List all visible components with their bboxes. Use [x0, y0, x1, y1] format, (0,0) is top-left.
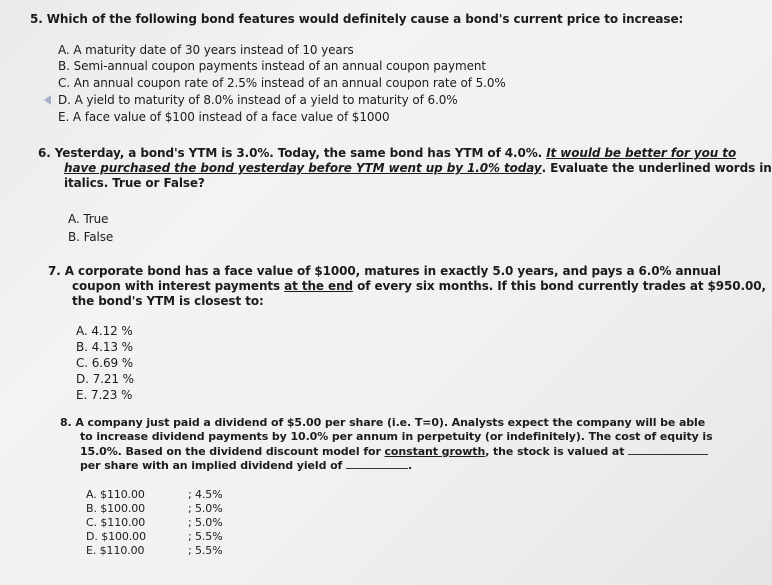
q5-option-d[interactable]: D. A yield to maturity of 8.0% instead of a yield to maturity of 6.0% — [58, 93, 458, 107]
q8-option-c-yield: ; 5.0% — [188, 516, 223, 529]
q7-line-2: coupon with interest payments at the end of every six months. If this bond currently trades at $950.00, — [72, 279, 766, 293]
q6-number: 6. — [38, 146, 51, 160]
q7-option-c[interactable]: C. 6.69 % — [76, 356, 134, 370]
q7-line-1: 7. A corporate bond has a face value of $1000, matures in exactly 5.0 years, and pays a 6.0% annual — [48, 264, 721, 278]
q5-option-c[interactable]: C. An annual coupon rate of 2.5% instead of an annual coupon rate of 5.0% — [58, 76, 506, 90]
q8-option-d[interactable]: D. $100.00 — [86, 530, 146, 543]
q6-option-a[interactable]: A. True — [68, 212, 109, 226]
q6-line-1: 6. Yesterday, a bond's YTM is 3.0%. Today, the same bond has YTM of 4.0%. It would be better for you to — [38, 146, 737, 160]
q8-number: 8. — [60, 416, 72, 429]
q8-option-c[interactable]: C. $110.00 — [86, 516, 146, 529]
q5-prompt — [30, 12, 683, 26]
q8-option-e[interactable]: E. $110.00 — [86, 544, 145, 557]
q8-line-4: per share with an implied dividend yield of . — [80, 459, 413, 472]
q7-option-a[interactable]: A. 4.12 % — [76, 324, 133, 338]
q8-line-2: to increase dividend payments by 10.0% per annum in perpetuity (or indefinitely). The cost of equity is — [80, 430, 713, 443]
q8-option-e-yield: ; 5.5% — [188, 544, 223, 557]
answer-pointer-icon — [44, 95, 51, 105]
q8-option-b-yield: ; 5.0% — [188, 502, 223, 515]
q8-line-3: 15.0%. Based on the dividend discount model for constant growth, the stock is valued at — [80, 444, 708, 459]
q8-option-b[interactable]: B. $100.00 — [86, 502, 146, 515]
q8-blank-yield — [346, 458, 408, 469]
q6-option-b[interactable]: B. False — [68, 230, 114, 244]
q7-number: 7. — [48, 264, 61, 278]
q8-blank-price — [628, 444, 708, 455]
q5-number: 5. — [30, 12, 43, 26]
q7-option-e[interactable]: E. 7.23 % — [76, 388, 133, 402]
q6-line-2: have purchased the bond yesterday before YTM went up by 1.0% today. Evaluate the underlined words in — [64, 161, 772, 175]
q6-line-3: italics. True or False? — [64, 176, 205, 190]
q8-option-d-yield: ; 5.5% — [188, 530, 223, 543]
q7-line-3: the bond's YTM is closest to: — [72, 294, 264, 308]
q7-option-b[interactable]: B. 4.13 % — [76, 340, 133, 354]
q5-text: Which of the following bond features would definitely cause a bond's current price to increase: — [46, 12, 684, 26]
q8-line-1: 8. A company just paid a dividend of $5.00 per share (i.e. T=0). Analysts expect the company will be able — [60, 416, 706, 429]
q7-option-d[interactable]: D. 7.21 % — [76, 372, 134, 386]
q5-option-e[interactable]: E. A face value of $100 instead of a face value of $1000 — [58, 110, 390, 124]
q5-option-b[interactable]: B. Semi-annual coupon payments instead of an annual coupon payment — [58, 59, 487, 73]
q8-option-a-yield: ; 4.5% — [188, 488, 223, 501]
q5-option-a[interactable]: A. A maturity date of 30 years instead of 10 years — [58, 43, 354, 57]
q8-option-a[interactable]: A. $110.00 — [86, 488, 145, 501]
